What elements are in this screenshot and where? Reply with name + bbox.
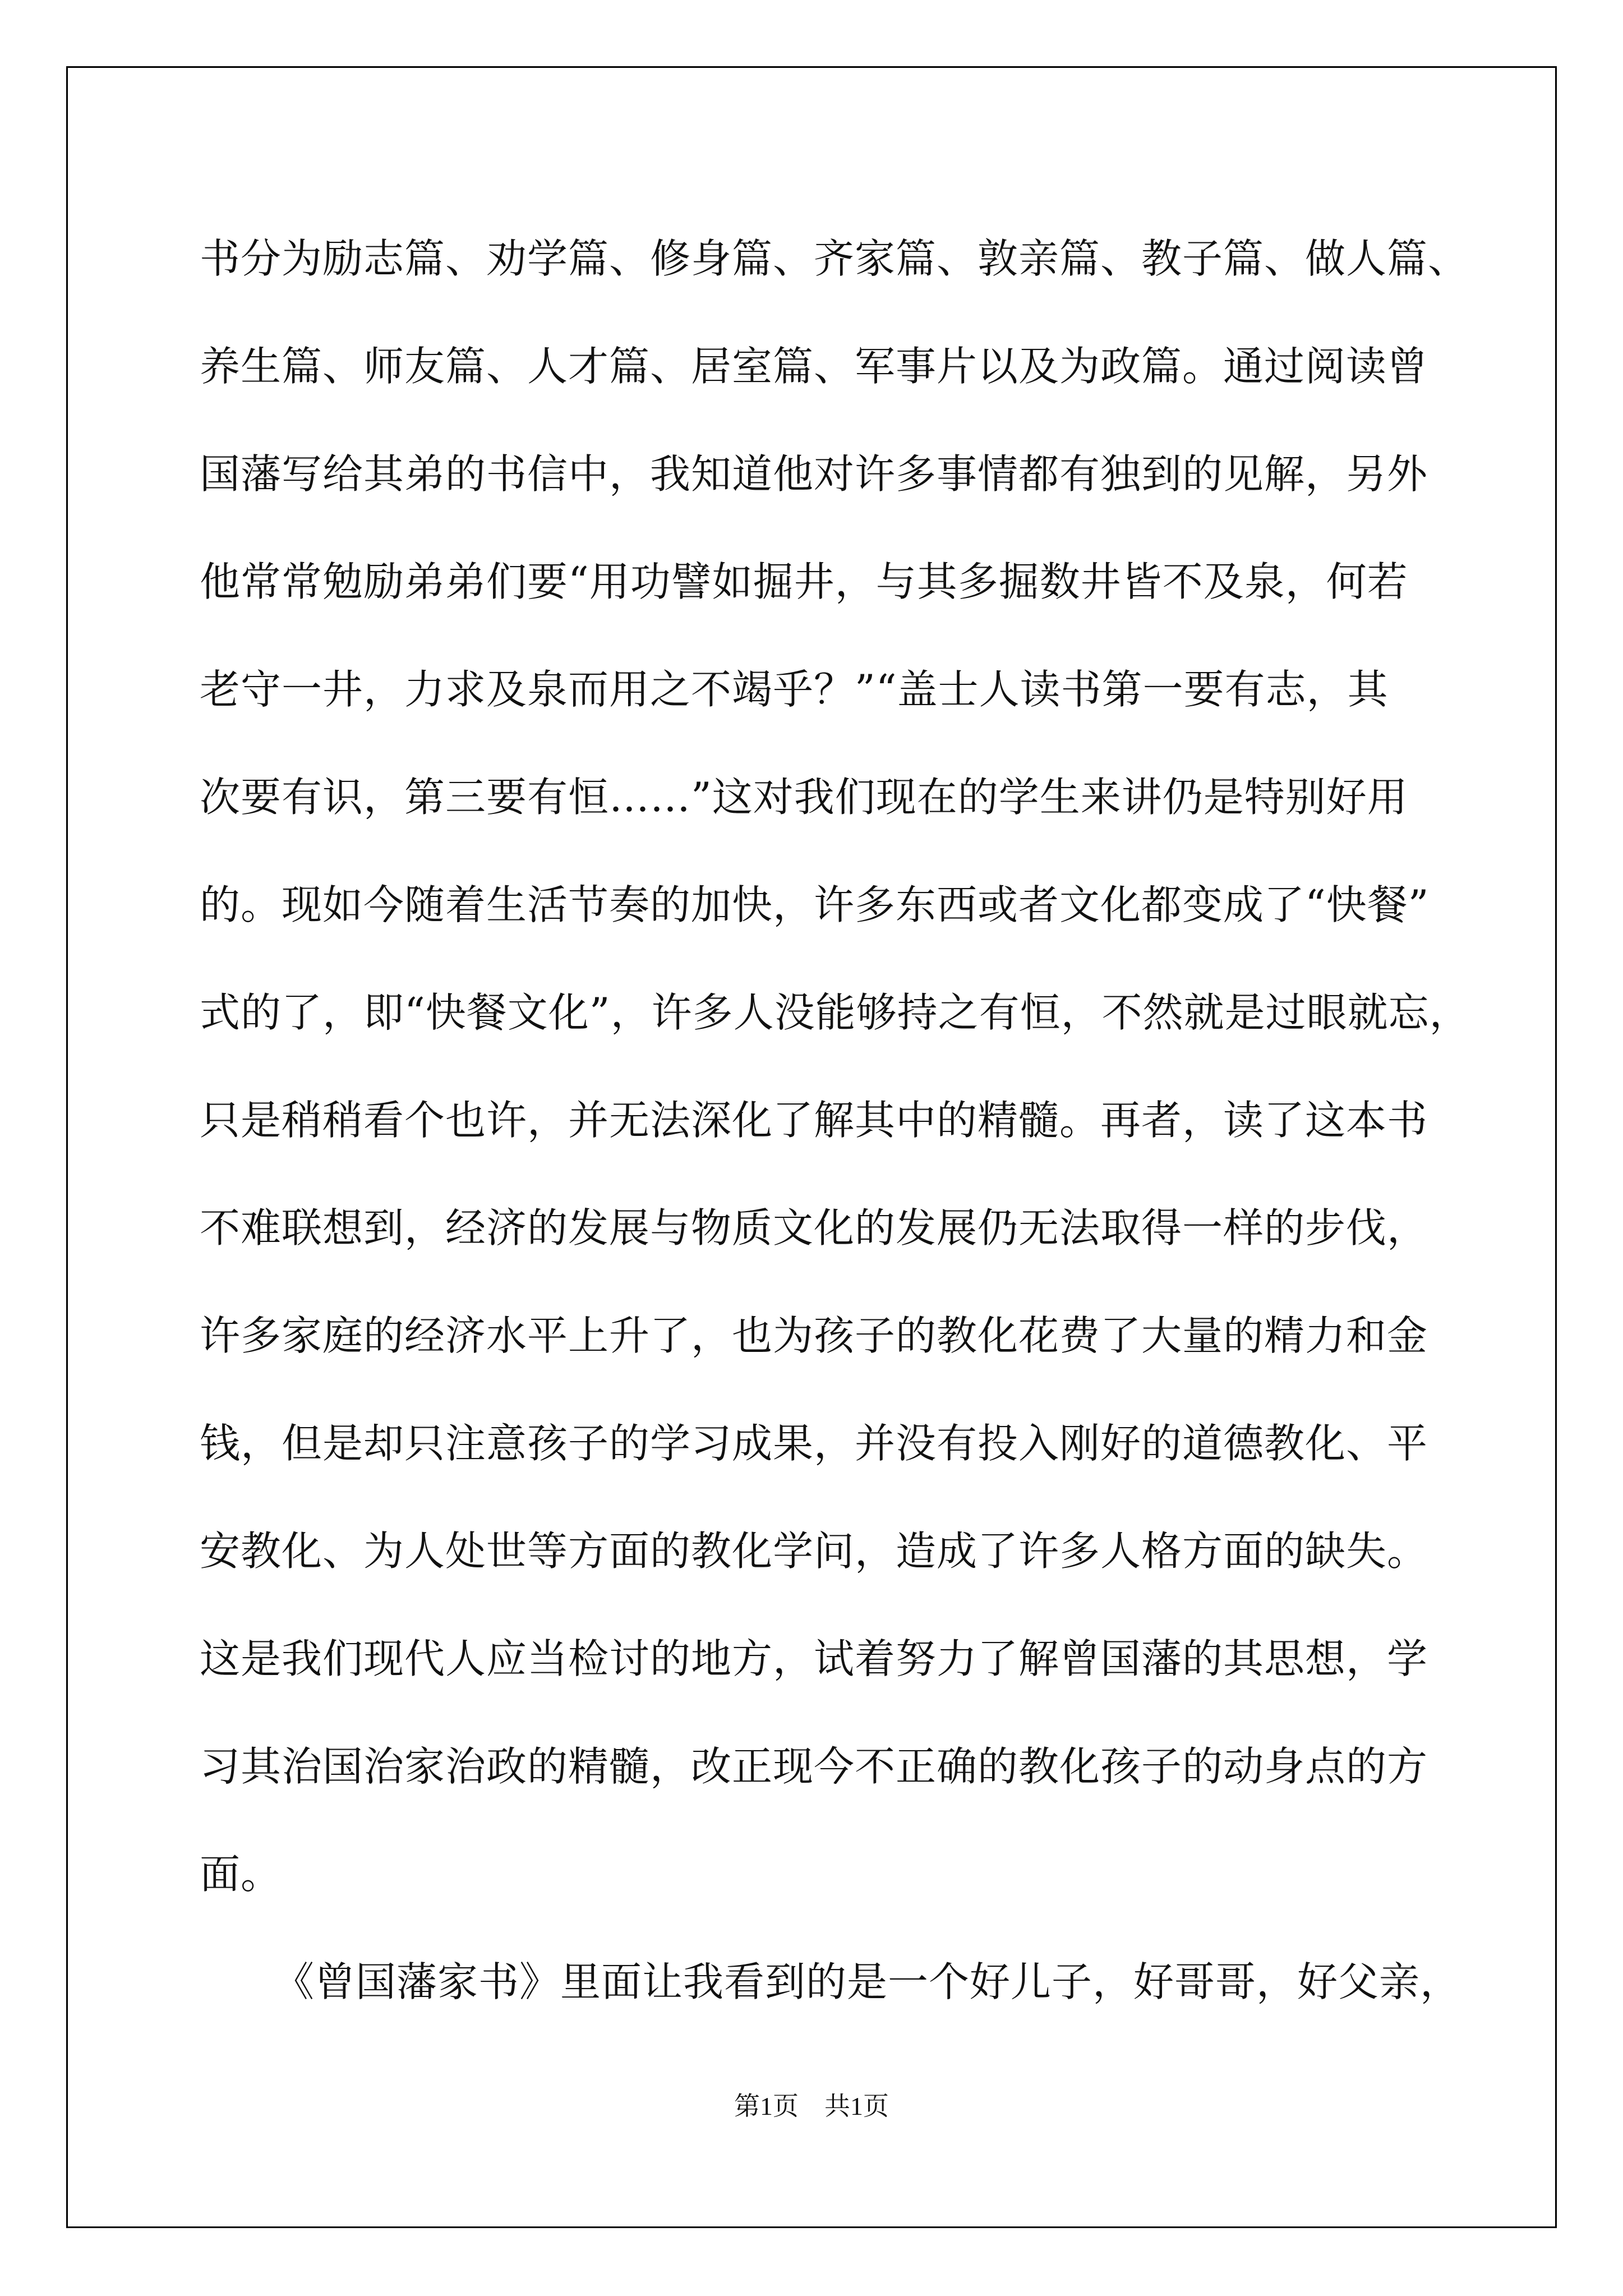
text-line: 《曾国藩家书》里面让我看到的是一个好儿子，好哥哥，好父亲， bbox=[274, 1958, 1461, 2005]
text-line: 钱，但是却只注意孩子的学习成果，并没有投入刚好的道德教化、平 bbox=[200, 1420, 1428, 1467]
text-line: 不难联想到，经济的发展与物质文化的发展仍无法取得一样的步伐， bbox=[200, 1204, 1428, 1251]
page-footer: 第1页 共1页 bbox=[734, 2092, 889, 2120]
text-line: 老守一井，力求及泉而用之不竭乎？”“盖士人读书第一要有志，其 bbox=[200, 666, 1389, 713]
text-line: 只是稍稍看个也许，并无法深化了解其中的精髓。再者，读了这本书 bbox=[200, 1097, 1428, 1144]
text-line: 安教化、为人处世等方面的教化学问，造成了许多人格方面的缺失。 bbox=[200, 1527, 1428, 1575]
text-line: 书分为励志篇、劝学篇、修身篇、齐家篇、敦亲篇、教子篇、做人篇、 bbox=[200, 235, 1469, 282]
text-line: 面。 bbox=[200, 1851, 282, 1898]
text-line: 他常常勉励弟弟们要“用功譬如掘井，与其多掘数井皆不及泉，何若 bbox=[200, 558, 1408, 605]
text-line: 式的了，即“快餐文化”，许多人没能够持之有恒，不然就是过眼就忘， bbox=[200, 989, 1470, 1036]
document-body bbox=[200, 205, 1484, 2036]
text-line: 许多家庭的经济水平上升了，也为孩子的教化花费了大量的精力和金 bbox=[200, 1312, 1428, 1359]
text-line: 的。现如今随着生活节奏的加快，许多东西或者文化都变成了“快餐” bbox=[200, 881, 1430, 928]
text-line: 这是我们现代人应当检讨的地方，试着努力了解曾国藩的其思想，学 bbox=[200, 1635, 1428, 1682]
text-line: 国藩写给其弟的书信中，我知道他对许多事情都有独到的见解，另外 bbox=[200, 450, 1428, 498]
text-line: 次要有识，第三要有恒……”这对我们现在的学生来讲仍是特别好用 bbox=[200, 774, 1408, 821]
text-line: 习其治国治家治政的精髓，改正现今不正确的教化孩子的动身点的方 bbox=[200, 1743, 1428, 1790]
text-line: 养生篇、师友篇、人才篇、居室篇、军事片以及为政篇。通过阅读曾 bbox=[200, 343, 1428, 390]
